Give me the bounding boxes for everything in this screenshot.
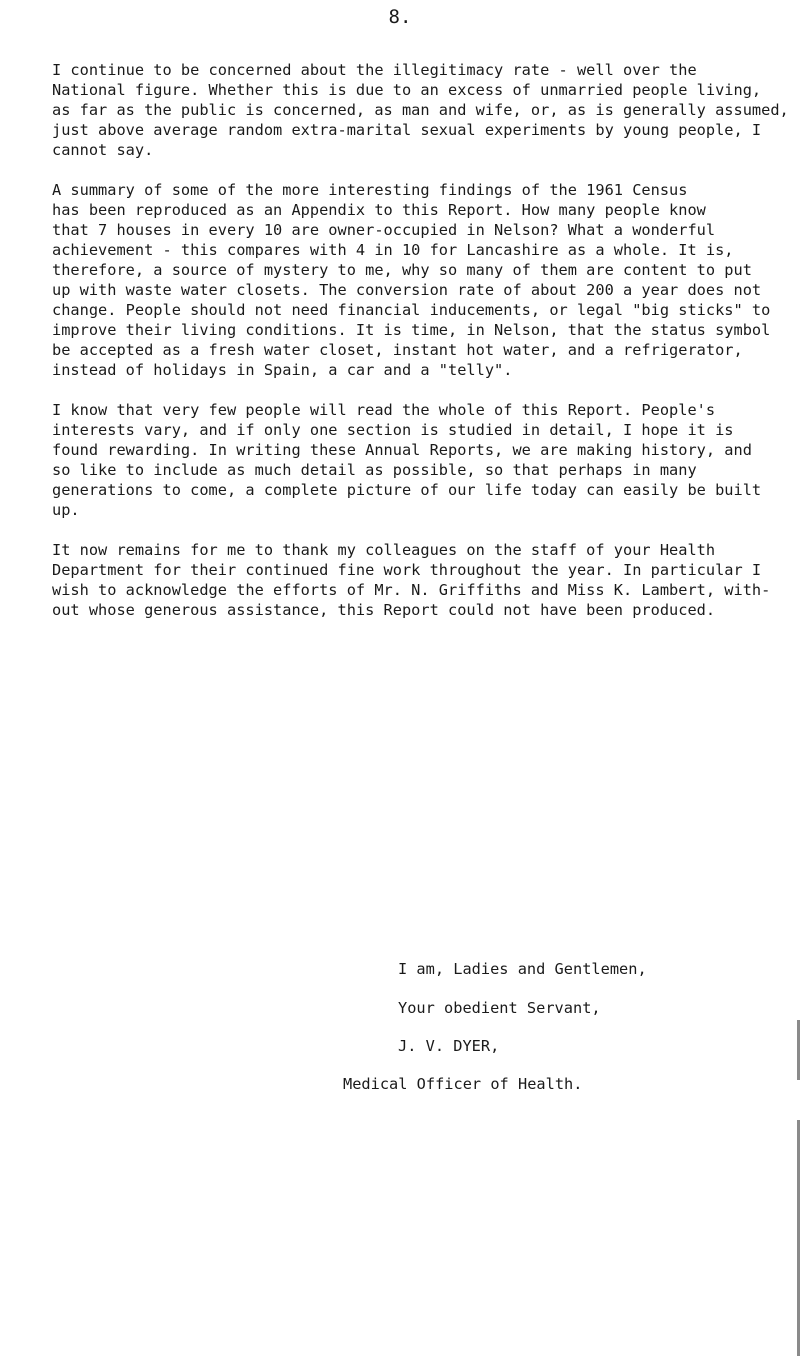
text-line: National figure. Whether this is due to an excess of unmarried people living,	[52, 81, 762, 99]
paragraph-illegitimacy	[52, 60, 794, 160]
text-line: just above average random extra-marital sexual experiments by young people, I	[52, 121, 762, 139]
text-line: I know that very few people will read the whole of this Report. People's	[52, 401, 716, 419]
text-line: has been reproduced as an Appendix to this Report. How many people know	[52, 201, 706, 219]
text-line: achievement - this compares with 4 in 10 for Lancashire as a whole. It is,	[52, 241, 734, 259]
signoff-closing: Your obedient Servant,	[398, 999, 601, 1017]
letter-body	[52, 60, 794, 640]
text-line: A summary of some of the more interesting findings of the 1961 Census	[52, 181, 688, 199]
text-line: that 7 houses in every 10 are owner-occupied in Nelson? What a wonderful	[52, 221, 716, 239]
text-line: interests vary, and if only one section is studied in detail, I hope it is	[52, 421, 734, 439]
text-line: improve their living conditions. It is time, in Nelson, that the status symbol	[52, 321, 771, 339]
signoff-title: Medical Officer of Health.	[343, 1075, 583, 1093]
paragraph-acknowledgements	[52, 540, 794, 620]
text-line: generations to come, a complete picture of our life today can easily be built	[52, 481, 762, 499]
signoff-salutation: I am, Ladies and Gentlemen,	[398, 960, 647, 978]
page-number: 8.	[388, 6, 412, 28]
text-line: out whose generous assistance, this Report could not have been produced.	[52, 601, 716, 619]
paragraph-census-summary	[52, 180, 794, 380]
text-line: as far as the public is concerned, as man and wife, or, as is generally assumed,	[52, 101, 789, 119]
text-line: up.	[52, 501, 80, 519]
text-line: therefore, a source of mystery to me, why so many of them are content to put	[52, 261, 752, 279]
text-line: It now remains for me to thank my colleagues on the staff of your Health	[52, 541, 716, 559]
text-line: instead of holidays in Spain, a car and a "telly".	[52, 361, 513, 379]
text-line: up with waste water closets. The conversion rate of about 200 a year does not	[52, 281, 762, 299]
text-line: so like to include as much detail as possible, so that perhaps in many	[52, 461, 697, 479]
text-line: I continue to be concerned about the illegitimacy rate - well over the	[52, 61, 697, 79]
text-line: found rewarding. In writing these Annual Reports, we are making history, and	[52, 441, 752, 459]
text-line: change. People should not need financial inducements, or legal "big sticks" to	[52, 301, 771, 319]
paragraph-report-readers	[52, 400, 794, 520]
text-line: Department for their continued fine work throughout the year. In particular I	[52, 561, 762, 579]
text-line: cannot say.	[52, 141, 154, 159]
text-line: wish to acknowledge the efforts of Mr. N. Griffiths and Miss K. Lambert, with-	[52, 581, 771, 599]
text-line: be accepted as a fresh water closet, instant hot water, and a refrigerator,	[52, 341, 743, 359]
signoff-name: J. V. DYER,	[398, 1037, 500, 1055]
